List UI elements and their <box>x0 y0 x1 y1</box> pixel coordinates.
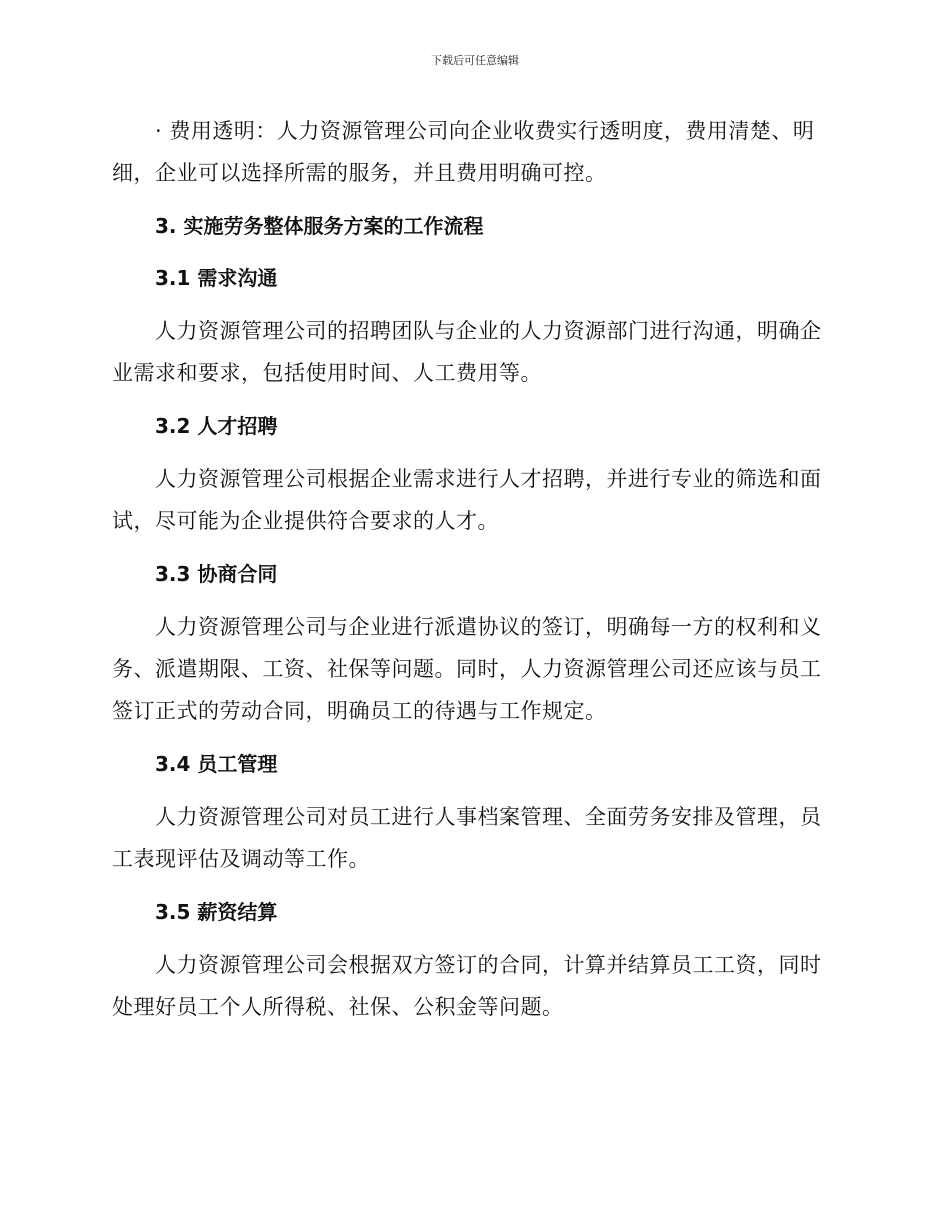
spacer <box>112 194 830 206</box>
spacer <box>112 732 830 744</box>
spacer <box>112 932 830 944</box>
subsection-paragraph-3-1: 人力资源管理公司的招聘团队与企业的人力资源部门进行沟通，明确企业需求和要求，包括使用时间、人工费用等。 <box>112 319 822 385</box>
subsection-heading-3-2: 3.2 人才招聘 <box>155 414 278 438</box>
subsection-paragraph-3-2: 人力资源管理公司根据企业需求进行人才招聘，并进行专业的筛选和面试，尽可能为企业提供符合要求的人才。 <box>112 467 822 533</box>
header-note: 下载后可任意编辑 <box>431 54 519 67</box>
document-body <box>112 110 830 1028</box>
subsection-heading-3-3: 3.3 协商合同 <box>155 562 278 586</box>
subsection-paragraph-3-5: 人力资源管理公司会根据双方签订的合同，计算并结算员工工资，同时处理好员工个人所得税、社保、公积金等问题。 <box>112 953 822 1019</box>
subsection-paragraph-3-4: 人力资源管理公司对员工进行人事档案管理、全面劳务安排及管理，员工表现评估及调动等工作。 <box>112 805 822 871</box>
spacer <box>112 594 830 606</box>
spacer <box>112 880 830 892</box>
spacer <box>112 246 830 258</box>
section-heading: 3. 实施劳务整体服务方案的工作流程 <box>155 214 484 238</box>
subsection-heading-3-5: 3.5 薪资结算 <box>155 900 278 924</box>
subsection-heading-3-4: 3.4 员工管理 <box>155 752 278 776</box>
subsection-heading-3-1: 3.1 需求沟通 <box>155 266 278 290</box>
subsection-paragraph-3-3: 人力资源管理公司与企业进行派遣协议的签订，明确每一方的权利和义务、派遣期限、工资、社保等问题。同时，人力资源管理公司还应该与员工签订正式的劳动合同，明确员工的待遇与工作规定。 <box>112 615 822 723</box>
spacer <box>112 784 830 796</box>
spacer <box>112 394 830 406</box>
spacer <box>112 446 830 458</box>
intro-paragraph: · 费用透明：人力资源管理公司向企业收费实行透明度，费用清楚、明细，企业可以选择所需的服务，并且费用明确可控。 <box>112 119 815 185</box>
spacer <box>112 542 830 554</box>
spacer <box>112 298 830 310</box>
